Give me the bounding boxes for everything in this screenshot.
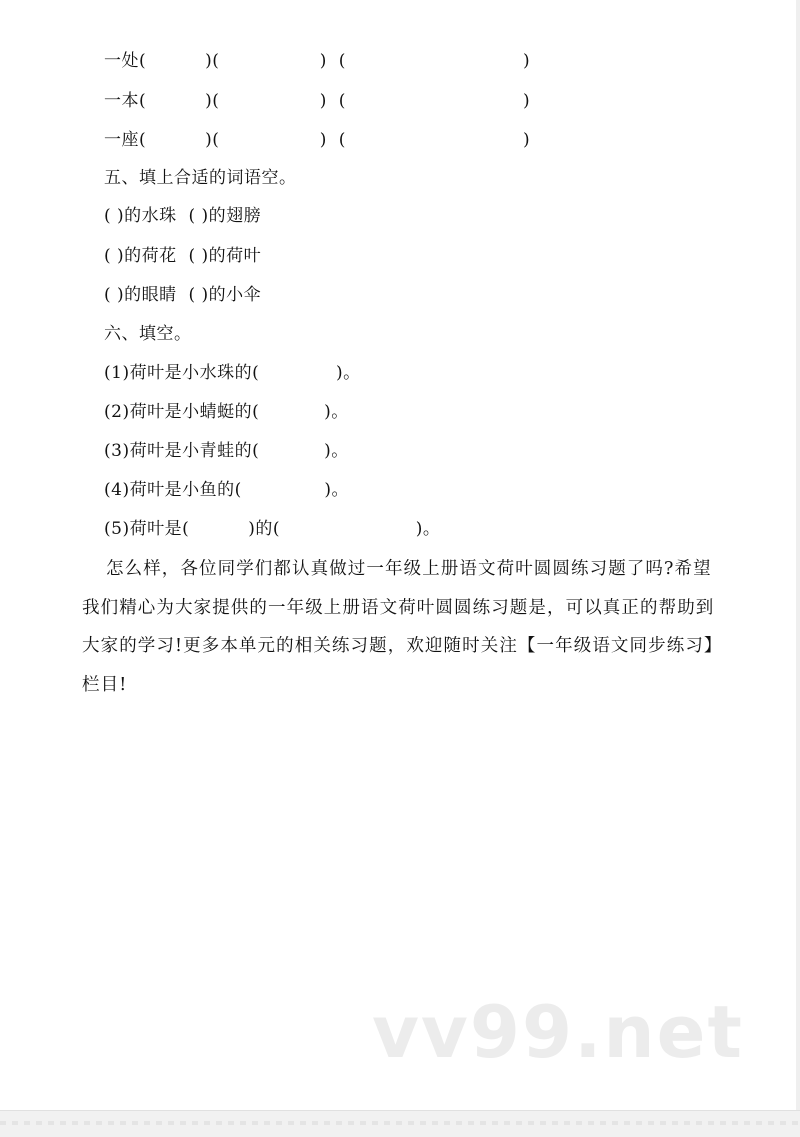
- section-6-heading: 六、填空。: [104, 324, 192, 344]
- horizontal-scrollbar[interactable]: [0, 1110, 800, 1137]
- measure-word-line-1: 一处( )( ) ( ): [104, 51, 531, 71]
- section-5-line-1: ( )的水珠 ( )的翅膀: [104, 206, 262, 226]
- section-6-item-5: (5)荷叶是( )的( )。: [104, 519, 441, 539]
- watermark: vv99.net: [372, 990, 744, 1074]
- measure-word-line-3: 一座( )( ) ( ): [104, 130, 531, 150]
- section-6-item-3: (3)荷叶是小青蛙的( )。: [104, 441, 349, 461]
- section-6-item-2: (2)荷叶是小蜻蜓的( )。: [104, 402, 349, 422]
- measure-word-line-2: 一本( )( ) ( ): [104, 91, 531, 111]
- closing-paragraph: 怎么样，各位同学们都认真做过一年级上册语文荷叶圆圆练习题了吗?希望我们精心为大家提供的一年级上册语文荷叶圆圆练习题是，可以真正的帮助到大家的学习!更多本单元的相关练习题，欢迎随时关注【一年级语文同步练习】栏目!: [82, 559, 715, 695]
- section-6-item-1: (1)荷叶是小水珠的( )。: [104, 363, 361, 383]
- section-5-line-3: ( )的眼睛 ( )的小伞: [104, 285, 262, 305]
- page-edge: [796, 0, 800, 1110]
- section-5-heading: 五、填上合适的词语空。: [104, 168, 297, 188]
- section-5-line-2: ( )的荷花 ( )的荷叶: [104, 246, 262, 266]
- section-6-item-4: (4)荷叶是小鱼的( )。: [104, 480, 349, 500]
